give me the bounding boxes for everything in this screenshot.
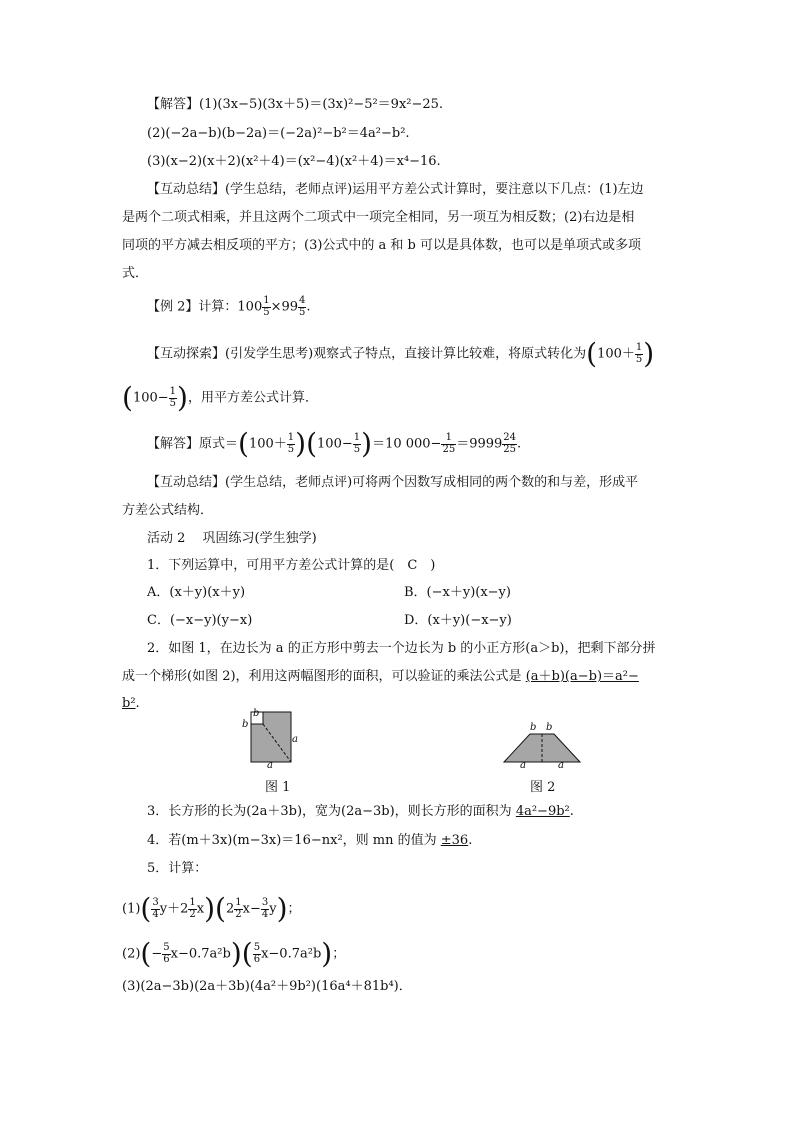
- figure-2-caption: 图 2: [530, 780, 556, 795]
- answer-1-line-2: (2)(−2a−b)(b−2a)＝(−2a)²−b²＝4a²−b².: [147, 126, 410, 141]
- fig1-label-b-top: b: [253, 708, 260, 719]
- question-1-option-a: A．(x＋y)(x＋y): [147, 585, 246, 600]
- question-4: 4．若(m＋3x)(m−3x)＝16−nx²，则 mn 的值为 ±36.: [147, 833, 473, 848]
- question-5-part-1: (1)( $\frac{3}{4}$ y＋2 $\frac{1}{2}$ x)(2 $\frac{1}{2}$ x− $\frac{3}{4}$ y)；: [122, 892, 301, 925]
- fig2-label-a-right: a: [558, 760, 564, 771]
- question-2-line-3: b².: [122, 696, 140, 711]
- question-5: 5．计算：: [147, 861, 208, 876]
- question-4-answer: ±36: [440, 833, 469, 848]
- explore-line-1: 【互动探索】(引发学生思考)观察式子特点，直接计算比较难，将原式转化为(100＋ $\frac{1}{5}$ ): [147, 337, 655, 370]
- question-2-line-2: 成一个梯形(如图 2)，利用这两幅图形的面积，可以验证的乘法公式是 (a＋b)(a−b)＝a²−: [122, 669, 639, 684]
- example-2: 【例 2】计算：100 $\frac{1}{5}$ ×99 $\frac{4}{5}$ .: [147, 295, 311, 318]
- fig1-label-a-bottom: a: [267, 760, 273, 771]
- answer-1-line-3: (3)(x−2)(x＋2)(x²＋4)＝(x²−4)(x²＋4)＝x⁴−16.: [147, 154, 441, 169]
- question-1-option-c: C．(−x−y)(y−x): [147, 613, 253, 628]
- question-2-answer: (a＋b)(a−b)＝a²−: [525, 669, 639, 684]
- question-2-line-1: 2．如图 1，在边长为 a 的正方形中剪去一个边长为 b 的小正方形(a＞b)，把剩下部分拼: [147, 641, 656, 656]
- summary-1-line-2: 是两个二项式相乘，并且这两个二项式中一项完全相同，另一项互为相反数；(2)右边是相: [122, 210, 635, 225]
- summary-2-line-2: 方差公式结构．: [122, 503, 214, 518]
- figure-1-caption: 图 1: [265, 780, 291, 795]
- activity-2-heading: 活动 2 巩固练习(学生独学): [147, 531, 317, 546]
- explore-line-2: (100− $\frac{1}{5}$ )，用平方差公式计算．: [122, 381, 318, 414]
- summary-1-line-4: 式．: [122, 266, 149, 281]
- question-1: 1．下列运算中，可用平方差公式计算的是( C ): [147, 558, 436, 573]
- summary-1-line-1: 【互动总结】(学生总结，老师点评)运用平方差公式计算时，要注意以下几点：(1)左边: [147, 182, 644, 197]
- question-3: 3．长方形的长为(2a＋3b)，宽为(2a−3b)，则长方形的面积为 4a²−9b².: [147, 804, 574, 819]
- summary-1-line-3: 同项的平方减去相反项的平方；(3)公式中的 a 和 b 可以是具体数，也可以是单项式或多项: [122, 238, 642, 253]
- answer-2: 【解答】原式＝(100＋ $\frac{1}{5}$ )(100− $\frac{1}{5}$ )＝10 000− $\frac{1}{25}$ ＝9999 $\frac{24}{25}$ .: [147, 427, 522, 460]
- fig1-label-b-left: b: [242, 719, 249, 730]
- question-5-part-3: (3)(2a−3b)(2a＋3b)(4a²＋9b²)(16a⁴＋81b⁴)．: [122, 979, 412, 994]
- question-1-option-b: B．(−x＋y)(x−y): [404, 585, 511, 600]
- fig1-label-a-right: a: [292, 734, 298, 745]
- question-3-answer: 4a²−9b²: [515, 804, 570, 819]
- fig2-label-b-left: b: [530, 722, 537, 733]
- summary-2-line-1: 【互动总结】(学生总结，老师点评)可将两个因数写成相同的两个数的和与差，形成平: [147, 475, 639, 490]
- question-1-option-d: D．(x＋y)(−x−y): [404, 613, 512, 628]
- answer-1-line-1: 【解答】(1)(3x−5)(3x＋5)＝(3x)²−5²＝9x²−25.: [147, 97, 444, 112]
- figure-2-trapezoid: [500, 720, 584, 766]
- question-5-part-2: (2)(− $\frac{5}{6}$ x−0.7a²b)( $\frac{5}{6}$ x−0.7a²b)；: [122, 937, 346, 970]
- fig2-label-b-right: b: [546, 722, 553, 733]
- fig2-label-a-left: a: [520, 760, 526, 771]
